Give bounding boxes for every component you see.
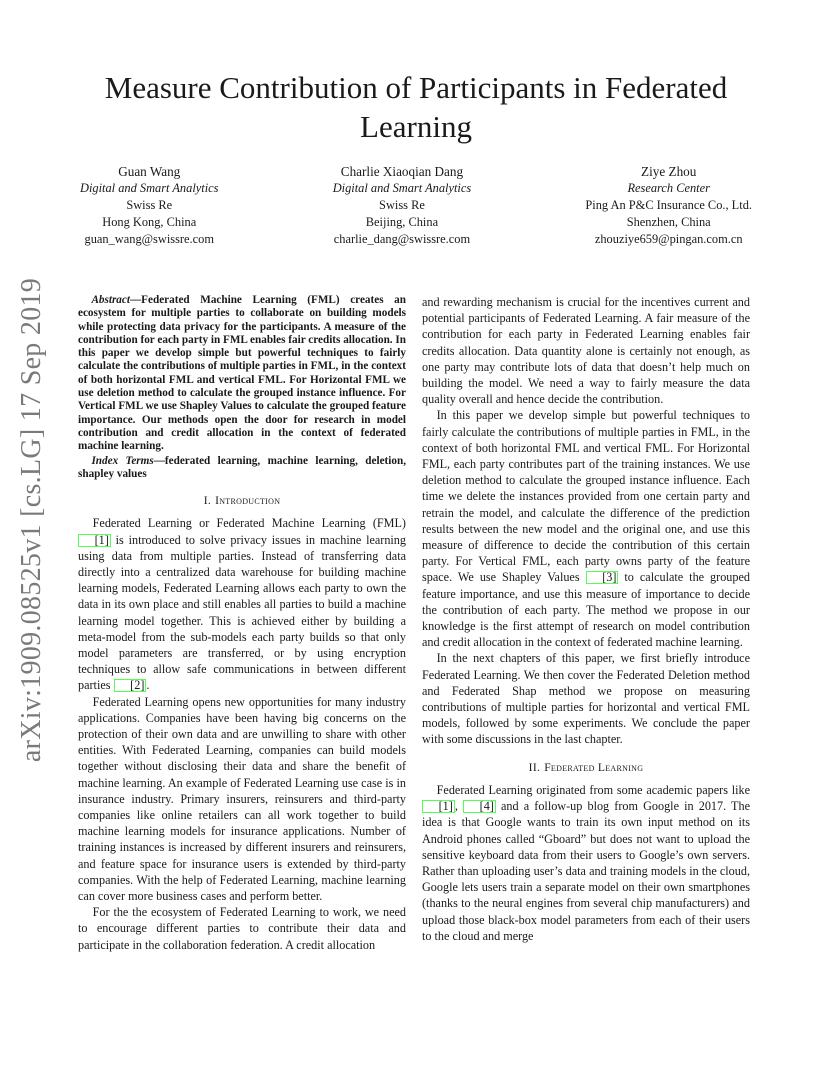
author-organization: Swiss Re [126,198,173,212]
author-3 [585,163,752,248]
section-heading-introduction: I. Introduction [203,494,281,508]
author-email: guan_wang@swissre.com [84,232,214,246]
intro-paragraph-5: In the next chapters of this paper, we first briefly introduce Federated Learning. We then cover the Federated Deletion method and Federated Shap method we propose on measuring contributions of multiple parties for horizontal and vertical FML models, followed by some experiments. We conclude the paper with some discussions in the last chapter. [422,651,750,747]
intro-paragraph-1: Federated Learning or Federated Machine Learning (FML) [1] is introduced to solve privacy issues in machine learning using data from multiple parties. Instead of transferring data directly into a centralized data warehouse for building machine learning models, Federated Learning allows each party to own the data in its own place and still enables all parties to build a machine learning model together. This is achieved either by building a meta-model from the sub-models each party builds so that only model parameters are transferred, or by using encryption techniques to allow safe communications in between different parties [2] . [78,516,406,693]
author-organization: Ping An P&C Insurance Co., Ltd. [585,198,752,212]
author-department: Research Center [627,181,710,195]
right-column [422,294,750,944]
author-email: charlie_dang@swissre.com [333,232,471,246]
citation-link[interactable]: [2] [114,679,147,692]
arxiv-identifier-text: arXiv:1909.08525v1 [cs.LG] 17 Sep 2019 [16,277,48,763]
author-block [80,163,752,248]
citation-link[interactable]: [1] [422,800,455,813]
index-terms [78,455,406,482]
author-location: Shenzhen, China [626,215,711,229]
author-department: Digital and Smart Analytics [332,181,472,195]
fl-paragraph-1: Federated Learning originated from some academic papers like [1] , [4] and a follow-up blog from Google in 2017. The idea is that Google wants to train its own input method on its Android phones called “Gboard” but does not want to upload the sensitive keyboard data from their users to Google’s own servers. Rather than uploading user’s data and training models in the cloud, Google lets users train a separate model on their own smartphones (thanks to the neural engines from several chip manufacturers) and upload those black-box model parameters from each of their users to the cloud and merge [422,782,751,943]
citation-link[interactable]: [3] [586,571,619,584]
citation-link[interactable]: [4] [463,800,496,813]
index-terms-lead: Index Terms [91,454,154,467]
author-organization: Swiss Re [379,198,425,212]
author-2 [333,163,471,248]
author-name: Charlie Xiaoqian Dang [340,164,464,179]
citation-link[interactable]: [1] [78,534,111,547]
author-name: Guan Wang [118,164,181,179]
author-department: Digital and Smart Analytics [80,181,219,195]
left-column [78,294,406,953]
author-1 [80,163,218,248]
arxiv-identifier-stamp [14,277,50,763]
author-name: Ziye Zhou [641,164,697,179]
section-heading-federated-learning: II. Federated Learning [528,760,644,774]
author-email: zhouziye659@pingan.com.cn [594,232,743,246]
intro-paragraph-4: In this paper we develop simple but powerful techniques to fairly calculate the contributions of multiple parties in FML, in the context of both horizontal FML and vertical FML. For Horizontal FML, each party contributes part of the training instances. We use deletion method to calculate the grouped instance influence. Each time we delete the instances provided from one certain party and retrain the model, and calculate the difference of the prediction results between the new model and the original one, and use this measure of difference to decide the contribution of this certain party. For Vertical FML, each party owns party of the feature space. We use Shapley Values [3] to calculate the grouped feature importance, and use this measure of importance to decide the contribution of each party. The method we propose in our knowledge is the first attempt of research on model contribution and credit allocation in the context of federated machine learning. [422,408,750,650]
paper-title: Measure Contribution of Participants in Federated Learning [104,70,728,144]
intro-paragraph-2: Federated Learning opens new opportunities for many industry applications. Companies have been having big concerns on the protection of their own data and are unwilling to share with other entities. With Federated Learning, companies can build models together without disclosing their data and share the benefit of machine learning. An example of Federated Learning use case is in insurance industry. Primary insurers, reinsurers and third-party companies like online retailers can all work together to build machine learning models for insurance applications. Number of training instances is increased by different insurers and reinsurers, and feature space for insurance users is extended by third-party companies. With the help of Federated Learning, machine learning can cover more business cases and perform better. [78,694,406,904]
abstract-text: —Federated Machine Learning (FML) creates an ecosystem for multiple parties to collaborate on building models while protecting data privacy for the participants. A measure of the contribution for each party in FML enables fair credits allocation. In this paper we develop simple but powerful techniques to fairly calculate the contributions of multiple parties in FML, in the context of both horizontal FML and vertical FML. For Horizontal FML we use deletion method to calculate the grouped instance influence. For Vertical FML we use Shapley Values to calculate the grouped feature importance. Our methods open the door for research in model contribution and credit allocation in the context of federated machine learning. [78,294,406,453]
abstract [78,294,406,454]
author-location: Beijing, China [365,215,439,229]
intro-paragraph-3-continued: and rewarding mechanism is crucial for the incentives current and potential participants of Federated Learning. A fair measure of the contribution for each party in Federated Learning enables fair credits allocation. Data quantity alone is certainly not enough, as one party may contribute lots of data that doesn’t help much on building the model. We need a way to fairly measure the data quality overall and hence decide the contribution. [422,295,750,407]
author-location: Hong Kong, China [102,215,197,229]
index-terms-text: —federated learning, machine learning, deletion, shapley values [78,454,406,480]
intro-paragraph-3: For the the ecosystem of Federated Learning to work, we need to encourage different parties to contribute their data and participate in the collaboration federation. A credit allocation [78,905,406,952]
abstract-lead: Abstract [91,294,130,306]
